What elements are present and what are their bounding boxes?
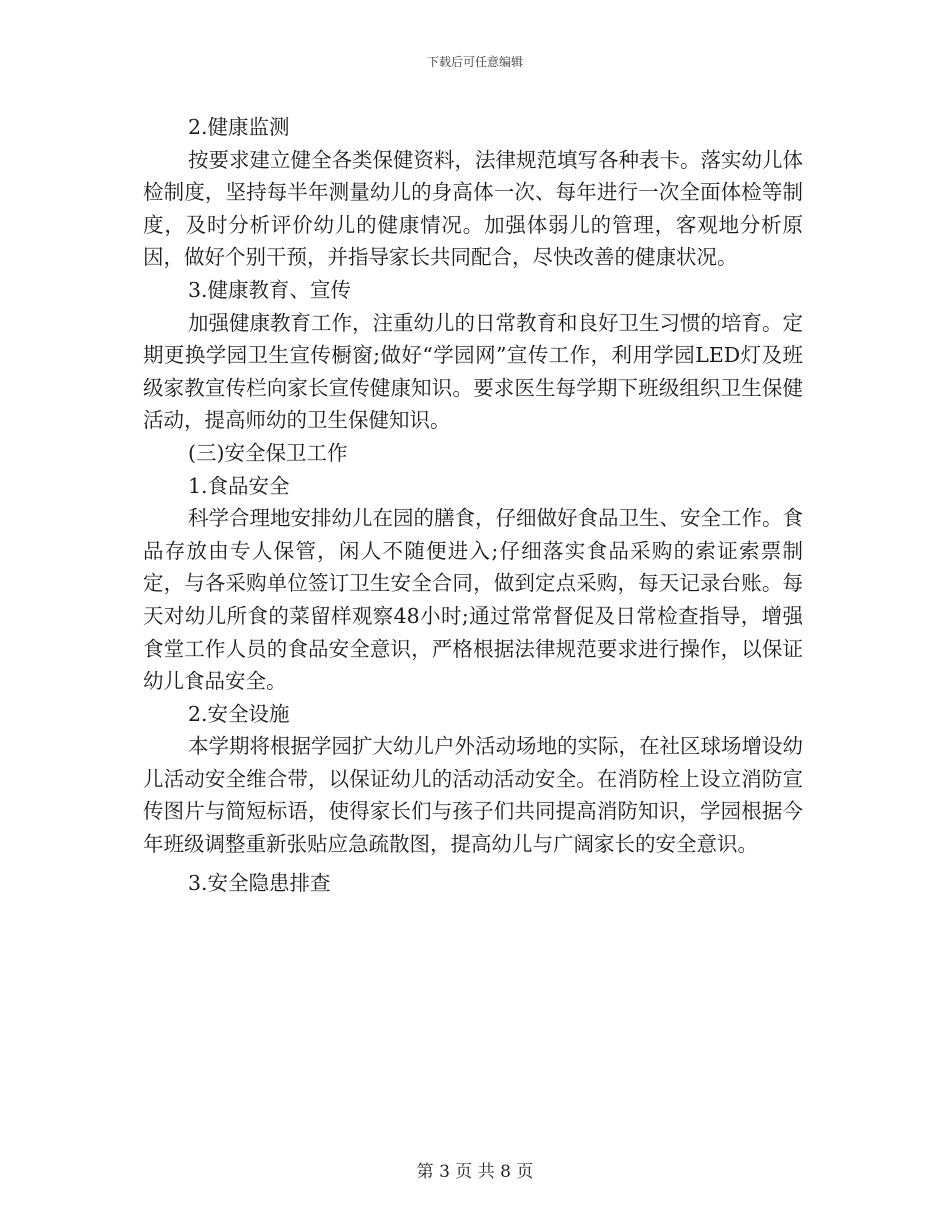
page-footer: 第 3 页 共 8 页: [416, 1162, 534, 1182]
page-header: 下载后可任意编辑: [426, 55, 523, 69]
section-heading-food-safety: 1.食品安全: [188, 473, 290, 498]
section-heading-health-monitoring: 2.健康监测: [188, 115, 290, 139]
document-body: [143, 111, 803, 899]
section-heading-safety-security: (三)安全保卫工作: [188, 440, 348, 465]
paragraph-food-safety: 科学合理地安排幼儿在园的膳食，仔细做好食品卫生、安全工作。食品存放由专人保管，闲人不随便进入;仔细落实食品采购的索证索票制定，与各采购单位签订卫生安全合同，做到定点采购，每天记录台账。每天对幼儿所食的菜留样观察48小时;通过常常督促及日常检查指导，增强食堂工作人员的食品安全意识，严格根据法律规范要求进行操作，以保证幼儿食品安全。: [143, 506, 803, 694]
paragraph-safety-facilities: 本学期将根据学园扩大幼儿户外活动场地的实际，在社区球场增设幼儿活动安全维合带，以保证幼儿的活动活动安全。在消防栓上设立消防宣传图片与简短标语，使得家长们与孩子们共同提高消防知识，学园根据今年班级调整重新张贴应急疏散图，提高幼儿与广阔家长的安全意识。: [143, 734, 803, 857]
section-heading-health-education: 3.健康教育、宣传: [188, 277, 352, 302]
paragraph-health-education: 加强健康教育工作，注重幼儿的日常教育和良好卫生习惯的培育。定期更换学园卫生宣传橱窗;做好“学园网”宣传工作，利用学园LED灯及班级家教宣传栏向家长宣传健康知识。要求医生每学期下班级组织卫生保健活动，提高师幼的卫生保健知识。: [143, 310, 803, 433]
section-heading-safety-facilities: 2.安全设施: [188, 701, 290, 726]
paragraph-health-monitoring: 按要求建立健全各类保健资料，法律规范填写各种表卡。落实幼儿体检制度，坚持每半年测量幼儿的身高体一次、每年进行一次全面体检等制度，及时分析评价幼儿的健康情况。加强体弱儿的管理，客观地分析原因，做好个别干预，并指导家长共同配合，尽快改善的健康状况。: [143, 147, 803, 270]
section-heading-hazard-inspection: 3.安全隐患排查: [188, 870, 331, 895]
